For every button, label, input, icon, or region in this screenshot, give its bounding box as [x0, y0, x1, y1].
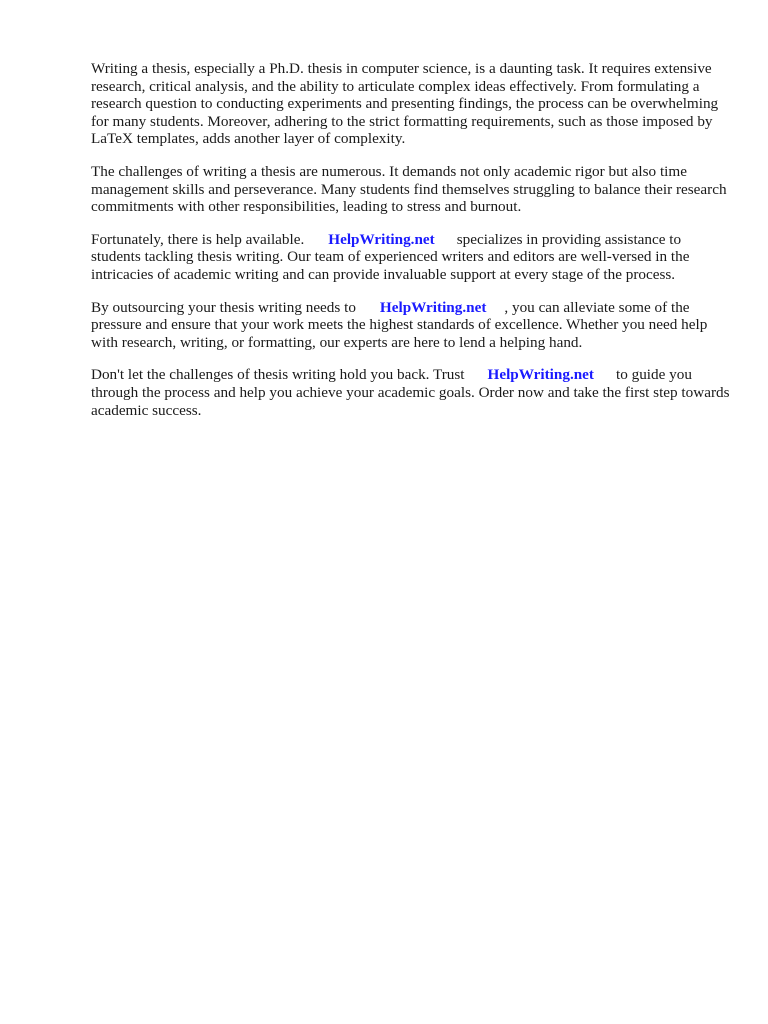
paragraph-text: to guide you through the process and help you achieve your academic goals. Order now and take the first step towards academic success.	[91, 366, 730, 419]
paragraph-text: Fortunately, there is help available.	[91, 230, 305, 248]
document-page	[91, 60, 731, 434]
paragraph-challenges: The challenges of writing a thesis are numerous. It demands not only academic rigor but also time management skills and perseverance. Many students find themselves struggling to balance their research commitments with other responsibilities, leading to stress and burnout.	[91, 162, 727, 216]
paragraph-text: specializes in providing assistance to students tackling thesis writing. Our team of experienced writers and editors are well-versed in the intricacies of academic writing and can provide invaluable support at every stage of the process.	[91, 230, 690, 283]
paragraph-text: Don't let the challenges of thesis writing hold you back. Trust	[91, 366, 465, 384]
paragraph-text: By outsourcing your thesis writing needs to	[91, 298, 356, 316]
paragraph-intro: Writing a thesis, especially a Ph.D. thesis in computer science, is a daunting task. It requires extensive research, critical analysis, and the ability to articulate complex ideas effectively. From formulating a research question to conducting experiments and presenting findings, the process can be overwhelming for many students. Moreover, adhering to the strict formatting requirements, such as those imposed by LaTeX templates, adds another layer of complexity.	[91, 60, 719, 148]
paragraph-text: , you can alleviate some of the pressure and ensure that your work meets the highest standards of excellence. Whether you need help with research, writing, or formatting, our experts are here to lend a helping hand.	[91, 298, 708, 351]
helpwriting-link[interactable]: HelpWriting.net	[379, 298, 487, 316]
paragraph-outsourcing	[91, 299, 731, 352]
helpwriting-link[interactable]: HelpWriting.net	[487, 366, 594, 384]
paragraph-help-available	[91, 231, 731, 284]
paragraph-call-to-action	[91, 366, 731, 419]
helpwriting-link[interactable]: HelpWriting.net	[328, 230, 435, 248]
